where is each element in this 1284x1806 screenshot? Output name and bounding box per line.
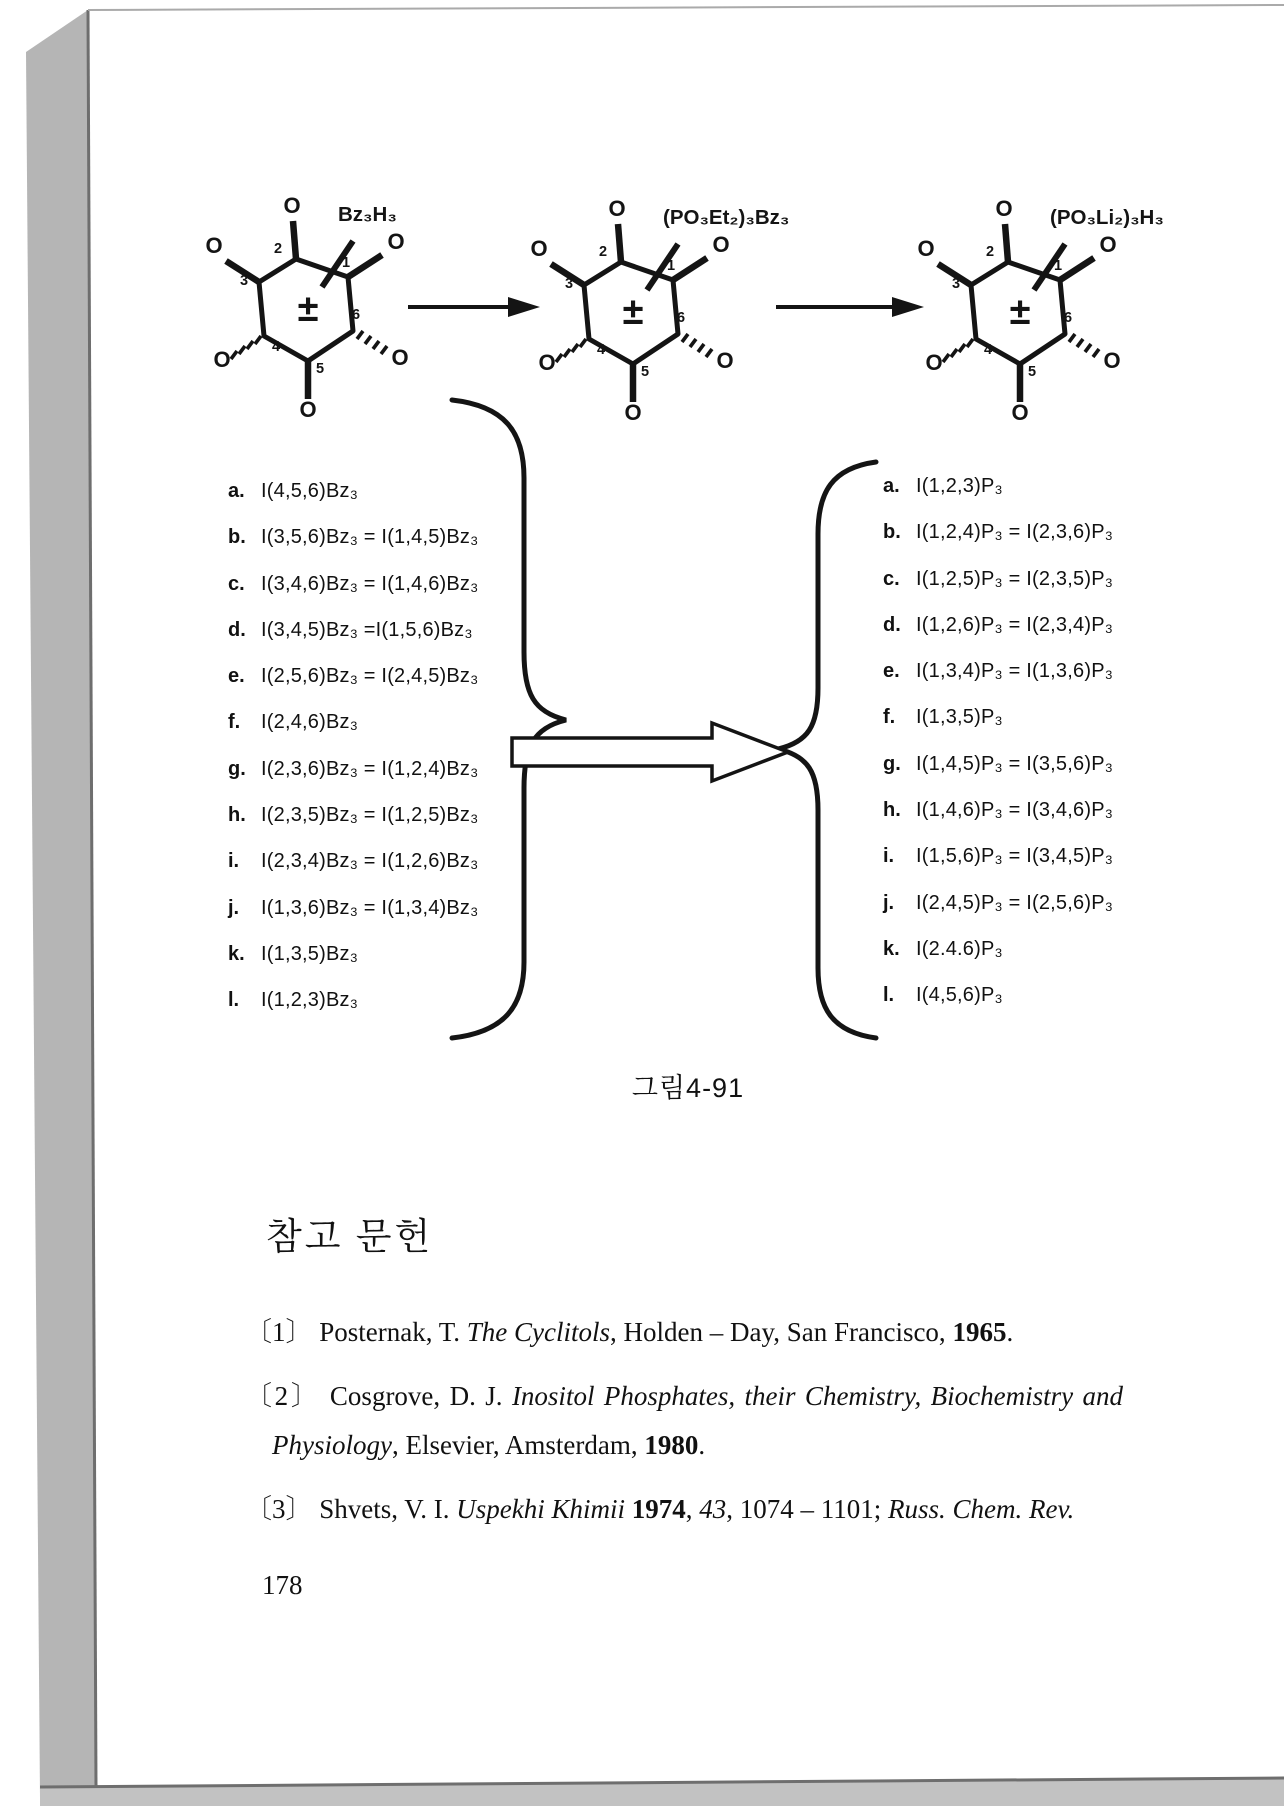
list-item bbox=[228, 699, 478, 745]
ring-number: 3 bbox=[564, 276, 574, 292]
item-formula: I(1,2,5)P₃ = I(2,3,5)P₃ bbox=[916, 567, 1114, 590]
item-key: a. bbox=[883, 475, 900, 497]
reference-segment: 1974 bbox=[631, 1494, 686, 1524]
reference-segment: , bbox=[685, 1494, 700, 1524]
item-key: e. bbox=[883, 660, 900, 683]
oxygen-label: O bbox=[624, 400, 642, 425]
ring-number: 4 bbox=[983, 342, 993, 358]
phosphate-compound-list bbox=[883, 463, 1113, 1019]
item-formula: I(1,3,5)Bz₃ bbox=[261, 942, 359, 965]
item-formula: I(2,4,5)P₃ = I(2,5,6)P₃ bbox=[916, 891, 1114, 914]
oxygen-label: O bbox=[391, 345, 409, 370]
ring-number: 2 bbox=[273, 241, 283, 257]
item-key: c. bbox=[228, 572, 245, 595]
list-item bbox=[883, 787, 1113, 833]
item-formula: I(1,3,6)Bz₃ = I(1,3,4)Bz₃ bbox=[261, 896, 479, 919]
reaction-arrow-2 bbox=[776, 297, 924, 317]
oxygen-label: O bbox=[917, 236, 935, 261]
reference-segment bbox=[625, 1494, 632, 1524]
oxygen-label: O bbox=[205, 233, 223, 258]
ring-number: 6 bbox=[351, 307, 361, 323]
oxygen-label: O bbox=[299, 397, 317, 422]
item-key: j. bbox=[228, 896, 240, 919]
item-key: i. bbox=[883, 845, 895, 868]
reference-segment: Russ. Chem. Rev. bbox=[888, 1494, 1075, 1524]
list-item bbox=[883, 463, 1113, 509]
section-heading-references: 참고 문헌 bbox=[266, 1217, 434, 1258]
oxygen-label: O bbox=[283, 193, 301, 218]
item-key: b. bbox=[228, 526, 246, 549]
item-formula: I(3,4,6)Bz₃ = I(1,4,6)Bz₃ bbox=[261, 572, 479, 595]
list-item bbox=[883, 648, 1113, 694]
inositol-structure-lithium-phosphate bbox=[908, 182, 1164, 432]
reference-segment: Inositol Phosphates, their Chemistry, Biochemistry and Physiology bbox=[272, 1381, 1123, 1460]
reference-segment: , 1074 – 1101; bbox=[726, 1494, 889, 1524]
hash-bond-c6 bbox=[1069, 334, 1099, 357]
oxygen-label: O bbox=[1099, 232, 1117, 257]
item-key: f. bbox=[228, 711, 241, 734]
item-formula: I(4,5,6)P₃ bbox=[916, 984, 1003, 1007]
oxygen-label: O bbox=[538, 350, 556, 375]
item-formula: I(1,3,4)P₃ = I(1,3,6)P₃ bbox=[916, 660, 1114, 683]
item-key: d. bbox=[883, 613, 901, 636]
substituent-label: Bz₃H₃ bbox=[338, 203, 397, 226]
reference-entry bbox=[245, 1485, 1123, 1534]
reference-segment: Uspekhi Khimii bbox=[456, 1494, 626, 1524]
item-formula: I(1,2,4)P₃ = I(2,3,6)P₃ bbox=[916, 521, 1114, 544]
list-item bbox=[228, 746, 478, 792]
reference-segment: The Cyclitols bbox=[466, 1317, 610, 1347]
ring-number: 1 bbox=[666, 258, 676, 274]
item-key: k. bbox=[883, 937, 900, 960]
reference-segment: . bbox=[698, 1430, 706, 1460]
oxygen-label: O bbox=[716, 348, 734, 373]
ring-number: 1 bbox=[1053, 258, 1063, 274]
ring-number: 2 bbox=[985, 244, 995, 260]
list-item bbox=[228, 792, 478, 838]
hash-bond-c4 bbox=[943, 339, 973, 362]
list-item bbox=[228, 607, 478, 653]
list-item bbox=[228, 931, 478, 977]
hash-bond-c6 bbox=[357, 331, 387, 354]
item-formula: I(1,4,5)P₃ = I(3,5,6)P₃ bbox=[916, 752, 1114, 775]
list-item bbox=[228, 653, 478, 699]
item-key: k. bbox=[228, 942, 245, 965]
racemic-symbol: ± bbox=[622, 291, 644, 333]
item-formula: I(4,5,6)Bz₃ bbox=[261, 480, 359, 502]
book-left-edge bbox=[26, 10, 96, 1798]
item-key: l. bbox=[883, 984, 895, 1007]
list-item bbox=[228, 977, 478, 1023]
ring-number: 4 bbox=[271, 339, 281, 355]
list-item bbox=[228, 468, 478, 514]
item-formula: I(1,2,6)P₃ = I(2,3,4)P₃ bbox=[916, 613, 1114, 636]
item-key: f. bbox=[883, 706, 896, 729]
item-formula: I(2.4.6)P₃ bbox=[916, 937, 1003, 960]
oxygen-label: O bbox=[712, 232, 730, 257]
item-formula: I(3,5,6)Bz₃ = I(1,4,5)Bz₃ bbox=[261, 526, 479, 549]
oxygen-label: O bbox=[213, 347, 231, 372]
substituent-label: (PO₃Et₂)₃Bz₃ bbox=[663, 206, 790, 229]
item-formula: I(2,3,4)Bz₃ = I(1,2,6)Bz₃ bbox=[261, 850, 479, 873]
ring-number: 4 bbox=[596, 342, 606, 358]
list-item bbox=[883, 972, 1113, 1018]
ring-number: 6 bbox=[1063, 310, 1073, 326]
ring-number: 1 bbox=[341, 255, 351, 271]
reference-segment: 〔1〕 Posternak, T. bbox=[245, 1317, 467, 1347]
page-number: 178 bbox=[262, 1570, 303, 1600]
item-key: g. bbox=[883, 752, 901, 775]
oxygen-label: O bbox=[608, 196, 626, 221]
item-formula: I(1,3,5)P₃ bbox=[916, 706, 1003, 729]
item-formula: I(1,4,6)P₃ = I(3,4,6)P₃ bbox=[916, 799, 1114, 822]
oxygen-label: O bbox=[1103, 348, 1121, 373]
list-item bbox=[228, 561, 478, 607]
list-item bbox=[883, 880, 1113, 926]
item-key: c. bbox=[883, 567, 900, 590]
ring-number: 2 bbox=[598, 244, 608, 260]
hash-bond-c4 bbox=[231, 336, 261, 359]
oxygen-label: O bbox=[995, 196, 1013, 221]
inositol-structure-tribenzoate bbox=[196, 179, 436, 429]
reference-segment: , Elsevier, Amsterdam, bbox=[391, 1430, 645, 1460]
reference-segment: 〔3〕 Shvets, V. I. bbox=[245, 1494, 457, 1524]
equivalence-arrow-icon bbox=[512, 723, 788, 781]
hash-bond-c4 bbox=[556, 339, 586, 362]
oxygen-label: O bbox=[1011, 400, 1029, 425]
racemic-symbol: ± bbox=[297, 288, 319, 330]
hash-bond-c6 bbox=[682, 334, 712, 357]
list-item bbox=[883, 833, 1113, 879]
ring-number: 5 bbox=[315, 361, 325, 377]
item-key: g. bbox=[228, 757, 246, 780]
reference-segment: 〔2〕 Cosgrove, D. J. bbox=[245, 1381, 512, 1411]
list-item bbox=[228, 514, 478, 560]
item-key: l. bbox=[228, 989, 240, 1012]
item-key: b. bbox=[883, 521, 901, 544]
list-item bbox=[883, 694, 1113, 740]
reference-entry bbox=[245, 1308, 1123, 1357]
oxygen-label: O bbox=[925, 350, 943, 375]
item-formula: I(2,5,6)Bz₃ = I(2,4,5)Bz₃ bbox=[261, 665, 479, 688]
item-formula: I(3,4,5)Bz₃ =I(1,5,6)Bz₃ bbox=[261, 618, 473, 641]
reference-segment: 1965 bbox=[952, 1317, 1007, 1347]
inositol-structure-phosphate-ester bbox=[521, 182, 790, 432]
item-formula: I(1,5,6)P₃ = I(3,4,5)P₃ bbox=[916, 845, 1114, 868]
reference-list bbox=[245, 1308, 1123, 1549]
list-item bbox=[228, 838, 478, 884]
list-item bbox=[228, 885, 478, 931]
ring-number: 5 bbox=[640, 364, 650, 380]
reference-segment: , Holden – Day, San Francisco, bbox=[610, 1317, 953, 1347]
item-key: h. bbox=[228, 804, 246, 827]
list-item bbox=[883, 509, 1113, 555]
item-formula: I(2,3,6)Bz₃ = I(1,2,4)Bz₃ bbox=[261, 757, 479, 780]
ring-number: 5 bbox=[1027, 364, 1037, 380]
item-formula: I(1,2,3)P₃ bbox=[916, 475, 1003, 497]
oxygen-label: O bbox=[530, 236, 548, 261]
page-top-edge-line bbox=[88, 5, 1284, 10]
benzoate-compound-list bbox=[228, 468, 478, 1024]
oxygen-label: O bbox=[387, 229, 405, 254]
list-item bbox=[883, 602, 1113, 648]
reference-entry bbox=[245, 1372, 1123, 1470]
item-formula: I(2,3,5)Bz₃ = I(1,2,5)Bz₃ bbox=[261, 804, 479, 827]
reference-segment: 43 bbox=[699, 1494, 727, 1524]
right-brace bbox=[778, 462, 876, 1038]
item-formula: I(1,2,3)Bz₃ bbox=[261, 989, 359, 1012]
item-key: i. bbox=[228, 850, 240, 873]
ring-number: 3 bbox=[239, 273, 249, 289]
list-item bbox=[883, 556, 1113, 602]
figure-caption: 그림4-91 bbox=[631, 1073, 745, 1103]
racemic-symbol: ± bbox=[1009, 291, 1031, 333]
item-key: j. bbox=[883, 891, 895, 914]
item-key: h. bbox=[883, 799, 901, 822]
item-key: d. bbox=[228, 618, 246, 641]
reference-segment: . bbox=[1006, 1317, 1014, 1347]
item-formula: I(2,4,6)Bz₃ bbox=[261, 711, 359, 734]
substituent-label: (PO₃Li₂)₃H₃ bbox=[1050, 206, 1164, 229]
ring-number: 3 bbox=[951, 276, 961, 292]
list-item bbox=[883, 741, 1113, 787]
item-key: a. bbox=[228, 480, 245, 502]
ring-number: 6 bbox=[676, 310, 686, 326]
item-key: e. bbox=[228, 665, 245, 688]
list-item bbox=[883, 926, 1113, 972]
reference-segment: 1980 bbox=[644, 1430, 699, 1460]
